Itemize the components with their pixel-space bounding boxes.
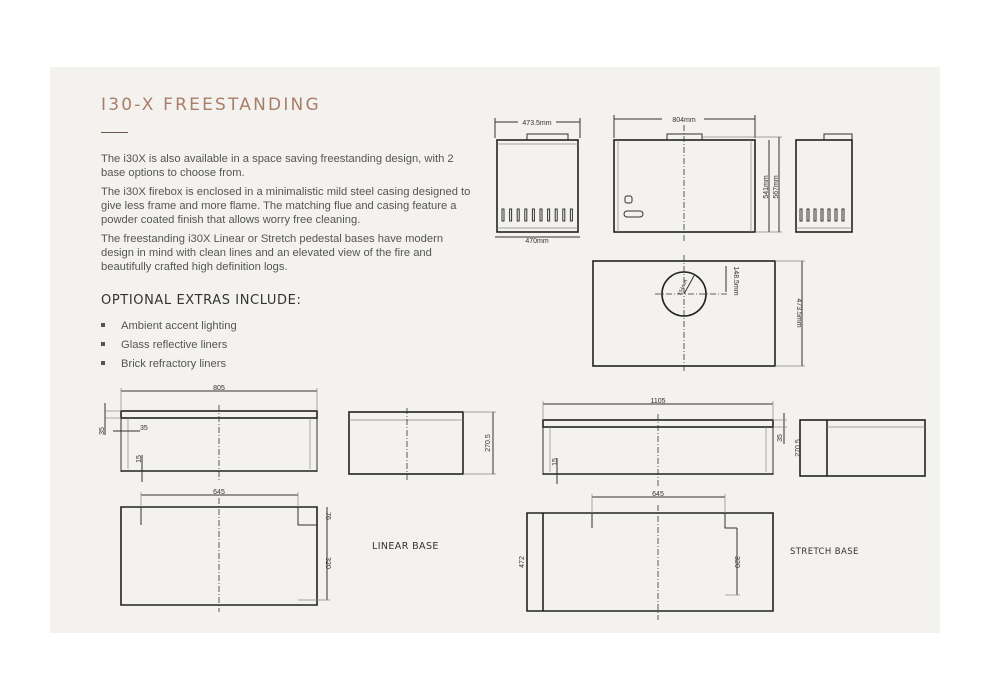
dim-label: 35 xyxy=(140,425,148,432)
dim-label: 473.5mm xyxy=(795,298,802,328)
stretch-base-top xyxy=(519,491,773,620)
firebox-side-view xyxy=(495,118,580,245)
louvre-slot xyxy=(532,209,534,221)
stretch-base-side xyxy=(795,420,925,476)
dim-label: 35 xyxy=(777,434,784,442)
dim-label: 320 xyxy=(324,557,331,569)
dim-label: 270.5 xyxy=(485,434,492,452)
louvre-slot xyxy=(821,209,823,221)
linear-base-label: LINEAR BASE xyxy=(372,541,439,552)
dim-label: 645 xyxy=(213,489,225,496)
louvre-slot xyxy=(502,209,504,221)
louvre-slot xyxy=(548,209,550,221)
stretch-base-front xyxy=(543,398,787,486)
paragraph: The freestanding i30X Linear or Stretch pedestal bases have modern design in mind with clean lines and an elevated view of the fire and beautifully crafted high definition logs. xyxy=(101,233,444,273)
louvre-slot xyxy=(807,209,809,221)
extra-label: Brick refractory liners xyxy=(121,358,227,370)
stretch-base-label: STRETCH BASE xyxy=(790,547,859,557)
extra-label: Glass reflective liners xyxy=(121,339,228,351)
dim-label: 154mm xyxy=(676,278,690,297)
dim-label: 1105 xyxy=(650,398,666,405)
louvre-slot xyxy=(517,209,519,221)
dim-label: 35 xyxy=(99,427,106,435)
louvre-slot xyxy=(510,209,512,221)
louvre-slot xyxy=(828,209,830,221)
dim-label: 805 xyxy=(213,385,225,392)
dim-label: 15 xyxy=(552,458,559,466)
paragraph: The i30X firebox is enclosed in a minimalistic mild steel casing designed to give less frame and more flame. The matching flue and casing feature a powder coated finish that allows worry free cleaning. xyxy=(101,186,471,226)
dim-label: 473.5mm xyxy=(522,120,552,127)
linear-base-side xyxy=(349,408,496,480)
louvre-slot xyxy=(540,209,542,221)
louvre-slot xyxy=(570,209,572,221)
louvre-slot xyxy=(525,209,527,221)
dim-label: 541mm xyxy=(763,175,770,199)
dim-label: 15 xyxy=(136,455,143,463)
dim-label: 320 xyxy=(733,556,740,568)
firebox-top-view xyxy=(593,255,805,372)
page-title: I30-X FREESTANDING xyxy=(101,95,321,115)
louvre-slot xyxy=(835,209,837,221)
dim-label: 645 xyxy=(652,491,664,498)
dim-label: 472 xyxy=(519,556,526,568)
louvre-slot xyxy=(555,209,557,221)
dim-label: 804mm xyxy=(672,117,696,124)
louvre-slot xyxy=(814,209,816,221)
dim-label: 270.5 xyxy=(795,439,802,457)
dim-label: 470mm xyxy=(525,238,549,245)
louvre-slot xyxy=(842,209,844,221)
extras-heading: OPTIONAL EXTRAS INCLUDE: xyxy=(101,293,302,308)
paragraph: The i30X is also available in a space saving freestanding design, with 2 base options to choose from. xyxy=(101,153,454,179)
linear-base-top xyxy=(121,489,331,612)
louvre-slot xyxy=(563,209,565,221)
dim-label: 148.5mm xyxy=(732,266,739,296)
linear-base-front xyxy=(99,385,317,482)
firebox-right-view xyxy=(796,134,852,232)
extra-label: Ambient accent lighting xyxy=(121,320,237,332)
dim-label: 567mm xyxy=(773,175,780,199)
louvre-slot xyxy=(800,209,802,221)
firebox-front-view xyxy=(614,115,782,242)
dim-label: 76 xyxy=(324,512,331,520)
